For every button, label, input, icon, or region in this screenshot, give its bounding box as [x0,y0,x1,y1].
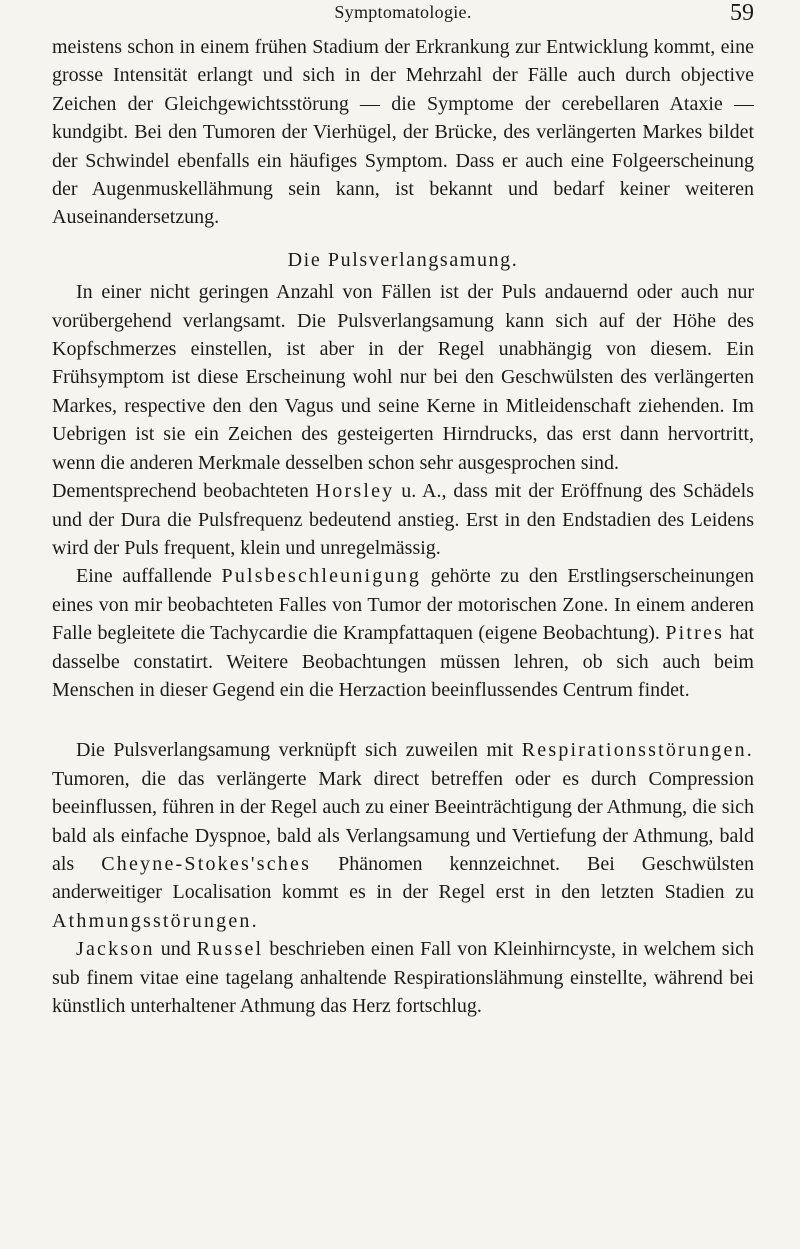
body-text [52,33,754,1020]
text-run: Die Pulsverlangsamung verknüpft sich zuweilen mit [76,739,514,762]
text-run: Tumoren, die das verlängerte Mark direct betreffen oder es durch Compression beeinflussen, führen in der Regel auch zu einer Beeinträchtigung der Athmung, die sich bald als einfache Dyspnoe, bald als Verlangsamung und Vertiefung der Athmung, bald als [52,767,754,875]
term-pulsbeschleunigung: Pulsbeschleunigung [221,565,422,588]
paragraph-pulse-acceleration [52,562,754,704]
author-name-russel: Russel [196,938,264,961]
paragraph-pulse-slowing: In einer nicht geringen Anzahl von Fällen ist der Puls andauernd oder auch nur vorübergehend verlangsamt. Die Pulsverlangsamung kann sich auf der Höhe des Kopfschmerzes einstellen, ist aber in der Regel unabhängig von diesem. Ein Frühsymptom ist diese Erscheinung wohl nur bei den Geschwülsten des verlängerten Markes, respective den den Vagus und seine Kerne in Mitleidenschaft ziehenden. Im Uebrigen ist sie ein Zeichen des gesteigerten Hirndrucks, das erst dann hervortritt, wenn die anderen Merkmale desselben schon sehr ausgesprochen sind. [52,281,754,474]
paragraph-horsley [52,477,754,562]
author-name-jackson: Jackson [76,938,155,961]
running-head [52,2,754,32]
text-run: Dementsprechend beobachteten [52,480,309,503]
text-run: und [160,938,191,961]
text-run: gehörte zu den Erstlingserscheinungen eines von mir beobachteten Falles von Tumor der motorischen Zone. In einem anderen Falle begleitete die Tachycardie die Krampfattaquen (eigene Beobachtung). [52,565,755,645]
page-number: 59 [730,0,754,26]
section-heading: Die Pulsverlangsamung. [287,248,519,271]
text-run: beschrieben einen Fall von Kleinhirncyste, in welchem sich sub finem vitae eine tagelang anhaltende Respirationslähmung einstellte, während bei künstlich unterhaltener Athmung das Herz fortschlug. [52,938,755,1017]
text-run: u. A., dass mit der Eröffnung des Schädels und der Dura die Pulsfrequenz bedeutend anstieg. Erst in den Endstadien des Leidens wird der Puls frequent, klein und unregelmässig. [52,480,755,559]
term-respirationsstoerungen: Respirationsstörungen. [521,739,754,762]
author-name-cheyne-stokes: Cheyne-Stokes'sches [101,852,312,875]
author-name-horsley: Horsley [315,480,395,503]
paragraph-respiration [52,736,754,935]
paragraph-jackson-russel [52,935,754,1020]
running-title: Symptomatologie. [334,2,472,22]
term-athmungsstoerungen: Athmungsstörungen. [52,909,259,932]
author-name-pitres: Pitres [665,622,725,645]
text-run: Phänomen kennzeichnet. Bei Geschwülsten anderweitiger Localisation kommt es in der Regel erst in den letzten Stadien zu [52,852,755,904]
text-run: Eine auffallende [76,565,212,588]
text-run: hat dasselbe constatirt. Weitere Beobachtungen müssen lehren, ob sich auch beim Menschen in dieser Gegend ein die Herzaction beeinflussendes Centrum findet. [52,622,755,701]
paragraph-continuation: meistens schon in einem frühen Stadium der Erkrankung zur Entwicklung kommt, eine grosse Intensität erlangt und sich in der Mehrzahl der Fälle auch durch objective Zeichen der Gleichgewichtsstörung — die Symptome der cerebellaren Ataxie — kundgibt. Bei den Tumoren der Vierhügel, der Brücke, des verlängerten Markes bildet der Schwindel ebenfalls ein häufiges Symptom. Dass er auch eine Folgeerscheinung der Augenmuskellähmung sein kann, ist bekannt und bedarf keiner weiteren Auseinandersetzung. [52,36,754,229]
